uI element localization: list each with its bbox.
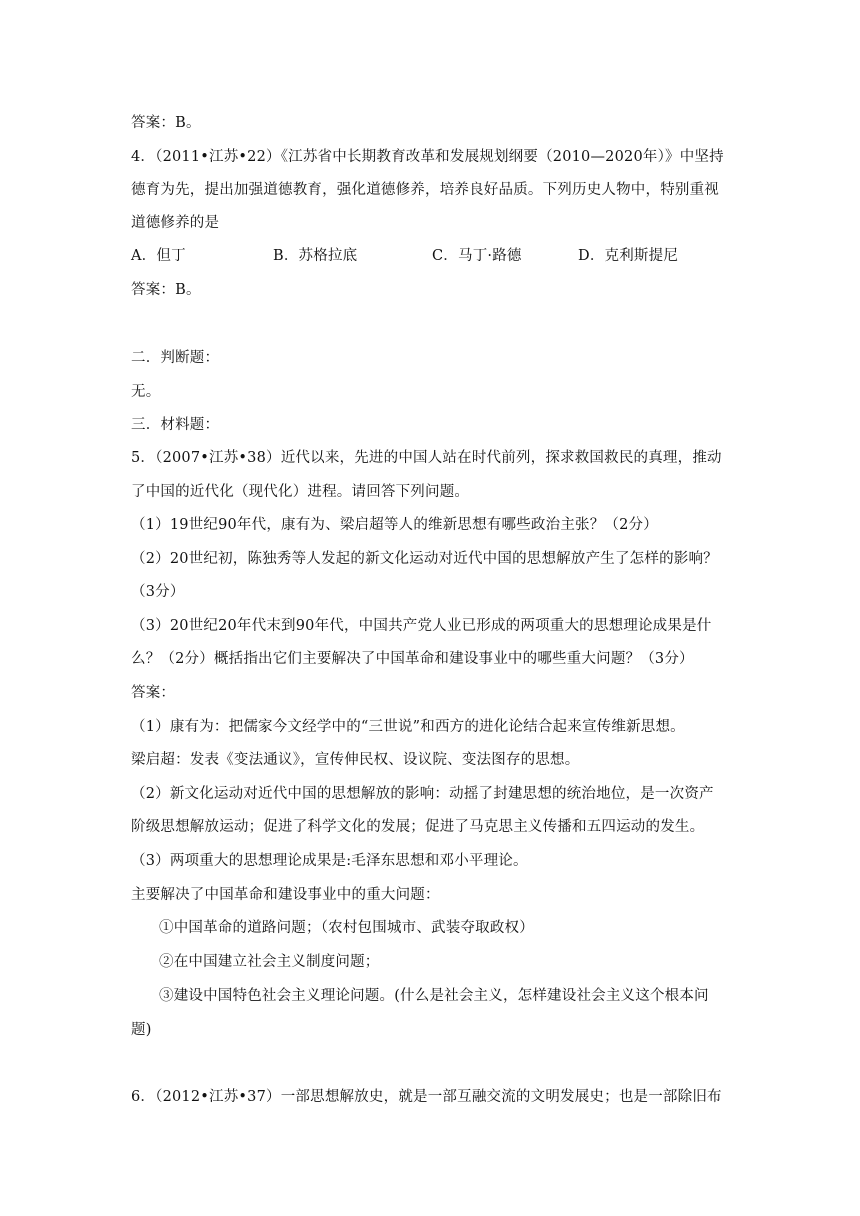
q4-option-a: A．但丁 <box>131 248 186 264</box>
answer-q5-2-line1: （2）新文化运动对近代中国的思想解放的影响：动摇了封建思想的统治地位，是一次资产 <box>131 786 714 802</box>
answer-q5-2-line2: 阶级思想解放运动；促进了科学文化的发展；促进了马克思主义传播和五四运动的发生。 <box>131 819 705 835</box>
q5-subquestion-2-line1: （2）20世纪初，陈独秀等人发起的新文化运动对近代中国的思想解放产生了怎样的影响？ <box>131 551 718 567</box>
section-heading-judgement: 二．判断题： <box>131 350 220 366</box>
q5-subquestion-2-line2: （3分） <box>131 584 185 600</box>
q5-subquestion-3-line1: （3）20世纪20年代末到90年代，中国共产党人业已形成的两项重大的思想理论成果是什 <box>131 618 712 634</box>
section-heading-material: 三．材料题： <box>131 417 220 433</box>
q4-text-line2: 德育为先，提出加强道德教育，强化道德修养，培养良好品质。下列历史人物中，特别重视 <box>131 182 719 198</box>
answer-q5-3-line2: 主要解决了中国革命和建设事业中的重大问题： <box>131 887 440 903</box>
answer-q5-item-3-line1: ③建设中国特色社会主义理论问题。(什么是社会主义，怎样建设社会主义这个根本问 <box>159 988 709 1004</box>
answer-q5-3-line1: （3）两项重大的思想理论成果是:毛泽东思想和邓小平理论。 <box>131 853 528 869</box>
q4-text-line3: 道德修养的是 <box>131 215 220 231</box>
answer-q5-1-line1: （1）康有为：把儒家今文经学中的“三世说”和西方的进化论结合起来宣传维新思想。 <box>131 719 685 735</box>
q5-text-line1: 5．（2007•江苏•38）近代以来，先进的中国人站在时代前列，探求救国救民的真理，推动 <box>131 450 722 466</box>
q5-subquestion-3-line2: 么？（2分）概括指出它们主要解决了中国革命和建设事业中的哪些重大问题？（3分） <box>131 651 694 667</box>
q5-subquestion-1: （1）19世纪90年代，康有为、梁启超等人的维新思想有哪些政治主张？（2分） <box>131 517 658 533</box>
q4-options <box>131 246 691 266</box>
q4-option-b: B．苏格拉底 <box>273 248 358 264</box>
answer-q4: 答案：B。 <box>131 282 201 298</box>
q6-text-line1: 6．（2012•江苏•37）一部思想解放史，就是一部互融交流的文明发展史；也是一部除旧布 <box>131 1089 722 1105</box>
answer-q5-item-2: ②在中国建立社会主义制度问题； <box>159 954 380 970</box>
answer-q3: 答案：B。 <box>131 115 201 131</box>
section-body-judgement: 无。 <box>131 384 161 400</box>
answer-q5-1-line2: 梁启超：发表《变法通议》，宣传伸民权、设议院、变法图存的思想。 <box>131 752 580 768</box>
q4-text-line1: 4．（2011•江苏•22）《江苏省中长期教育改革和发展规划纲要（2010—2020年）》中坚持 <box>131 149 724 165</box>
q5-text-line2: 了中国的近代化（现代化）进程。请回答下列问题。 <box>131 484 470 500</box>
answer-q5-label: 答案： <box>131 685 176 701</box>
answer-q5-item-1: ①中国革命的道路问题；（农村包围城市、武装夺取政权） <box>159 920 534 936</box>
answer-q5-item-3-line2: 题) <box>131 1022 152 1038</box>
q4-option-c: C．马丁·路德 <box>432 248 522 264</box>
q4-option-d: D．克利斯提尼 <box>578 248 679 264</box>
